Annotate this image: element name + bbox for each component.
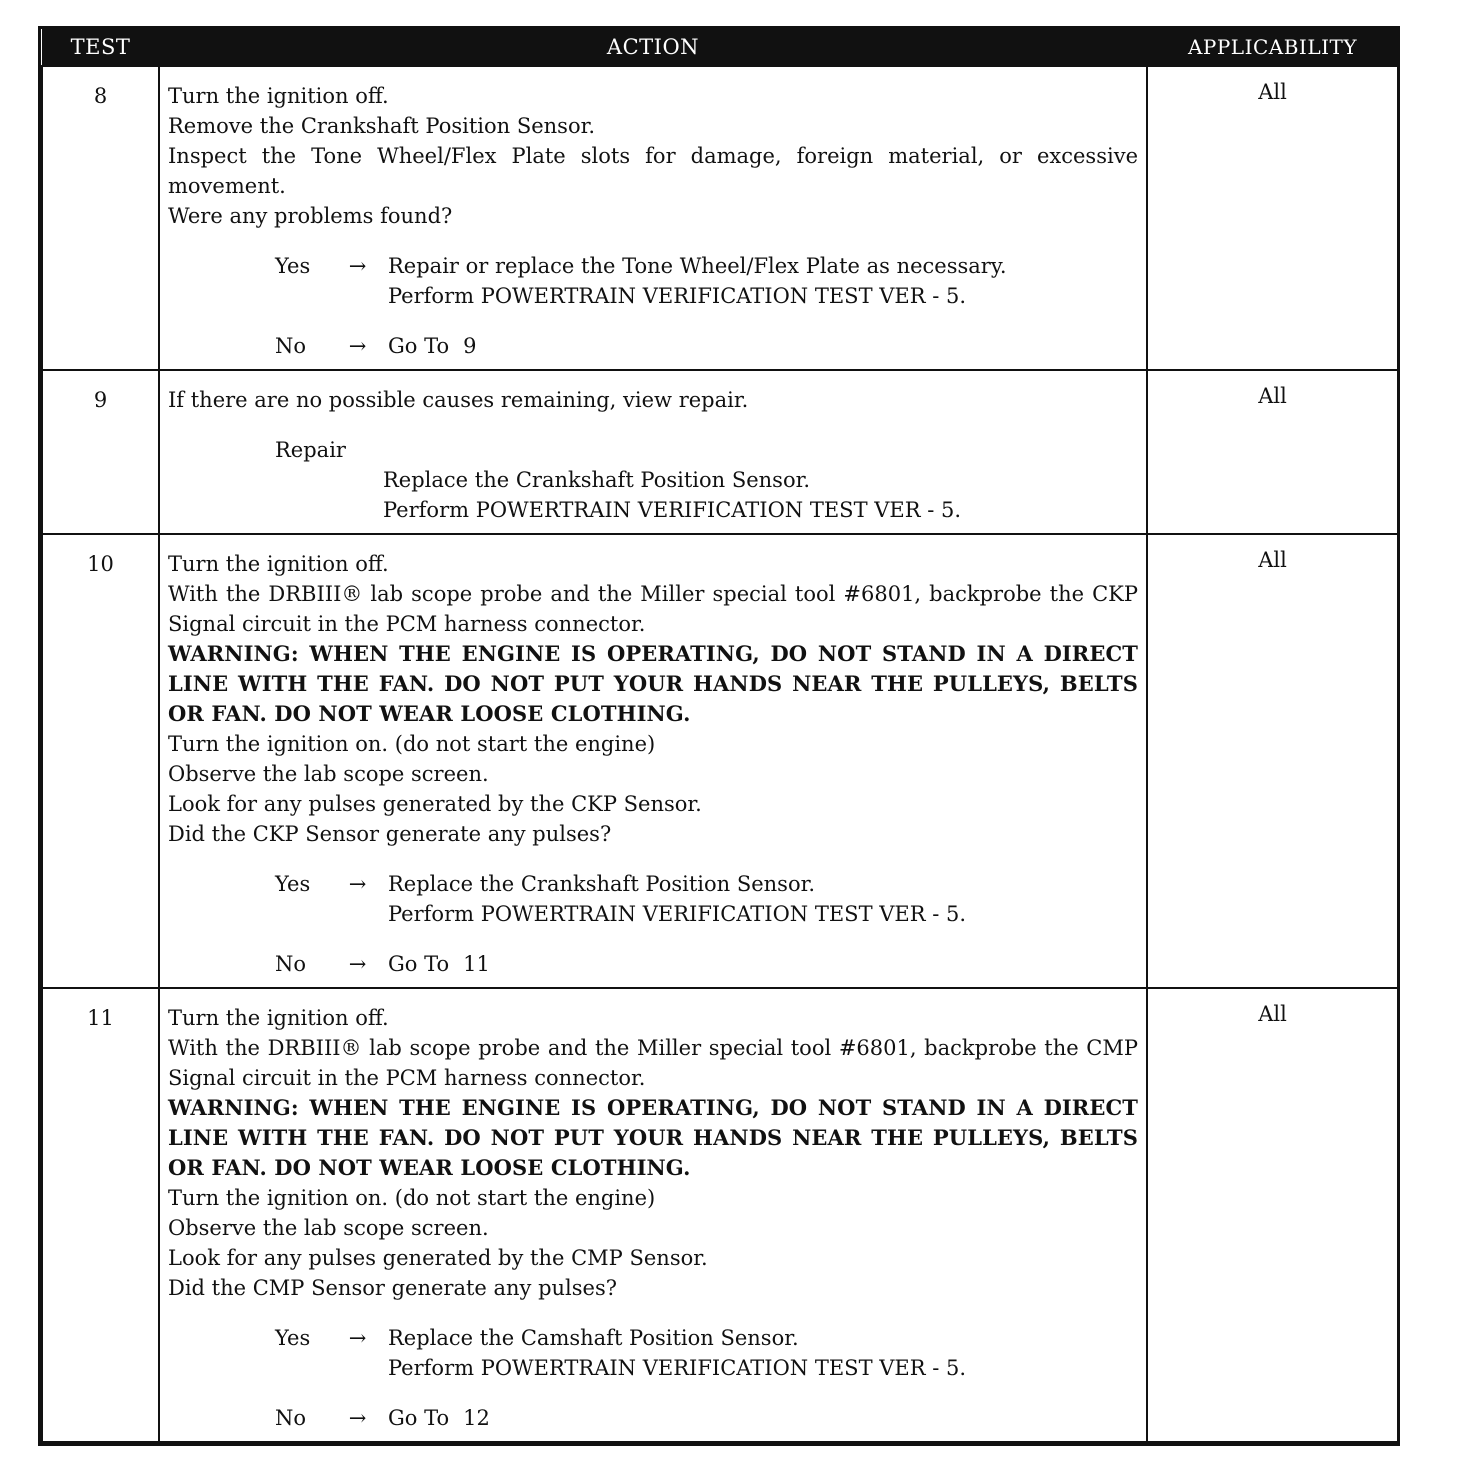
goto-target: 12 — [463, 1406, 490, 1430]
repair-action: Replace the Crankshaft Position Sensor. — [383, 468, 811, 492]
yes-label: Yes — [275, 1326, 311, 1350]
action-cell — [159, 988, 1147, 1442]
step-text: Did the CMP Sensor generate any pulses? — [168, 1276, 618, 1300]
repair-action: Perform POWERTRAIN VERIFICATION TEST VER - 5. — [383, 498, 962, 522]
yes-branch — [168, 1323, 1138, 1383]
header-applicability: APPLICABILITY — [1147, 29, 1398, 66]
table-row-test-10 — [42, 534, 1398, 988]
applicability-value: All — [1147, 66, 1398, 370]
goto-target: 9 — [463, 334, 477, 358]
step-text: Were any problems found? — [168, 204, 453, 228]
goto-label: Go To — [388, 1406, 450, 1430]
diagnostic-test-table — [38, 26, 1400, 1446]
table-row-test-11 — [42, 988, 1398, 1442]
yes-label: Yes — [275, 254, 311, 278]
step-text: Observe the lab scope screen. — [168, 762, 489, 786]
step-text: Turn the ignition off. — [168, 84, 389, 108]
no-branch — [168, 331, 1138, 361]
arrow-right-icon: → — [348, 254, 367, 278]
step-text: Turn the ignition on. (do not start the engine) — [168, 732, 656, 756]
yes-action: Perform POWERTRAIN VERIFICATION TEST VER - 5. — [388, 1356, 967, 1380]
no-label: No — [275, 1406, 307, 1430]
test-number: 11 — [42, 988, 159, 1442]
no-label: No — [275, 952, 307, 976]
header-test: TEST — [42, 29, 159, 66]
test-number: 8 — [42, 66, 159, 370]
yes-action: Repair or replace the Tone Wheel/Flex Plate as necessary. — [388, 254, 1007, 278]
step-text: Inspect the Tone Wheel/Flex Plate slots for damage, foreign material, or excessive movement. — [168, 144, 1138, 198]
no-branch — [168, 1403, 1138, 1433]
applicability-value: All — [1147, 534, 1398, 988]
applicability-value: All — [1147, 988, 1398, 1442]
yes-branch — [168, 869, 1138, 929]
yes-branch — [168, 251, 1138, 311]
step-text: With the DRBIII® lab scope probe and the Miller special tool #6801, backprobe the CKP Signal circuit in the PCM harness connector. — [168, 582, 1138, 636]
yes-action: Perform POWERTRAIN VERIFICATION TEST VER - 5. — [388, 284, 967, 308]
action-cell — [159, 66, 1147, 370]
arrow-right-icon: → — [348, 1326, 367, 1350]
test-number: 9 — [42, 370, 159, 534]
table-row-test-9 — [42, 370, 1398, 534]
yes-label: Yes — [275, 872, 311, 896]
step-text: Turn the ignition off. — [168, 1006, 389, 1030]
step-text: With the DRBIII® lab scope probe and the Miller special tool #6801, backprobe the CMP Signal circuit in the PCM harness connector. — [168, 1036, 1138, 1090]
goto-label: Go To — [388, 952, 450, 976]
yes-action: Replace the Camshaft Position Sensor. — [388, 1326, 799, 1350]
yes-action: Replace the Crankshaft Position Sensor. — [388, 872, 816, 896]
test-number: 10 — [42, 534, 159, 988]
step-text: Remove the Crankshaft Position Sensor. — [168, 114, 595, 138]
step-text: If there are no possible causes remaining, view repair. — [168, 388, 749, 412]
arrow-right-icon: → — [348, 1406, 367, 1430]
arrow-right-icon: → — [348, 872, 367, 896]
no-label: No — [275, 334, 307, 358]
repair-label: Repair — [275, 438, 346, 462]
header-action: ACTION — [159, 29, 1147, 66]
yes-action: Perform POWERTRAIN VERIFICATION TEST VER - 5. — [388, 902, 967, 926]
arrow-right-icon: → — [348, 952, 367, 976]
warning-text: WARNING: WHEN THE ENGINE IS OPERATING, DO NOT STAND IN A DIRECT LINE WITH THE FAN. DO NOT PUT YOUR HANDS NEAR THE PULLEYS, BELTS OR FAN. DO NOT WEAR LOOSE CLOTHING. — [168, 641, 1138, 726]
action-cell — [159, 534, 1147, 988]
step-text: Look for any pulses generated by the CMP Sensor. — [168, 1246, 708, 1270]
goto-target: 11 — [463, 952, 490, 976]
table-row-test-8 — [42, 66, 1398, 370]
action-cell — [159, 370, 1147, 534]
goto-label: Go To — [388, 334, 450, 358]
step-text: Did the CKP Sensor generate any pulses? — [168, 822, 612, 846]
table-header-row — [42, 29, 1398, 66]
step-text: Turn the ignition on. (do not start the engine) — [168, 1186, 656, 1210]
step-text: Turn the ignition off. — [168, 552, 389, 576]
step-text: Observe the lab scope screen. — [168, 1216, 489, 1240]
arrow-right-icon: → — [348, 334, 367, 358]
warning-text: WARNING: WHEN THE ENGINE IS OPERATING, DO NOT STAND IN A DIRECT LINE WITH THE FAN. DO NOT PUT YOUR HANDS NEAR THE PULLEYS, BELTS OR FAN. DO NOT WEAR LOOSE CLOTHING. — [168, 1095, 1138, 1180]
step-text: Look for any pulses generated by the CKP Sensor. — [168, 792, 702, 816]
applicability-value: All — [1147, 370, 1398, 534]
no-branch — [168, 949, 1138, 979]
